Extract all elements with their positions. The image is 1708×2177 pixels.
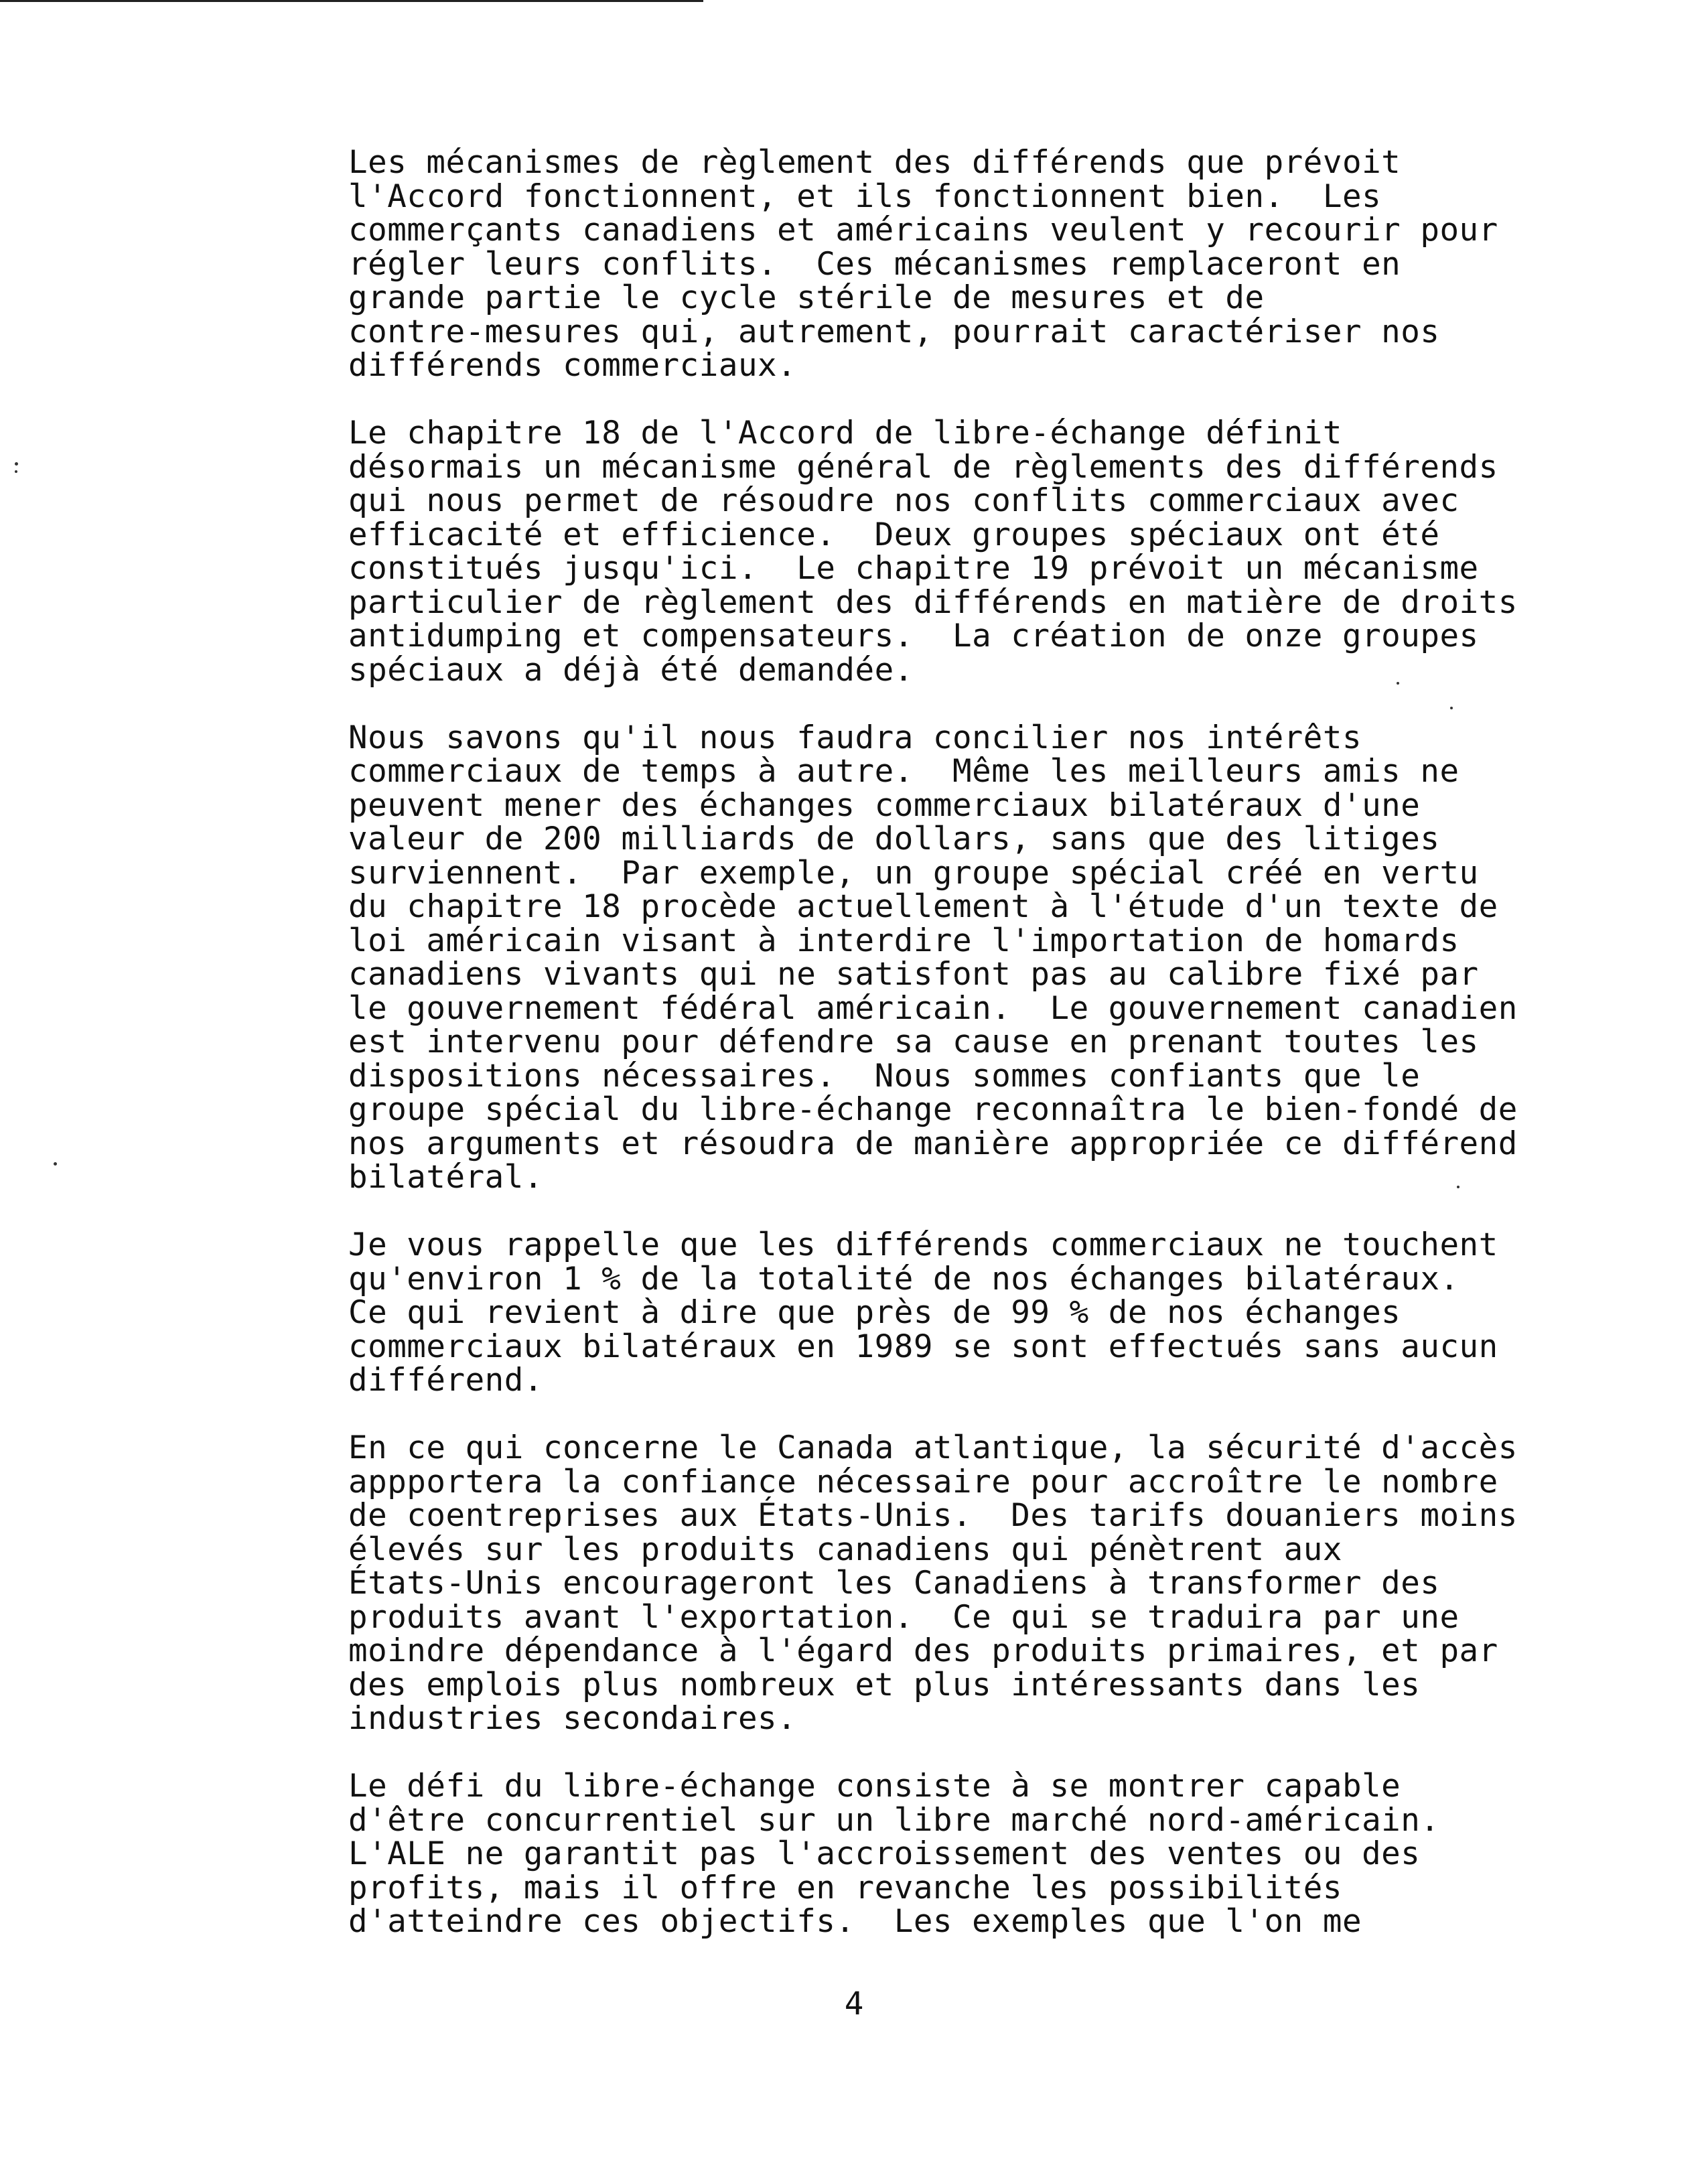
paragraph-trade-interests: Nous savons qu'il nous faudra concilier nos intérêts commerciaux de temps à autre. Même les meilleurs amis ne peuvent mener des échanges commerciaux bilatéraux d'une valeur de 200 milliards de dollars, sans que des litiges surviennent. Par exemple, un groupe spécial créé en vertu du chapitre 18 procède actuellement à l'étude d'un texte de loi américain visant à interdire l'importation de homards canadiens vivants qui ne satisfont pas au calibre fixé par le gouvernement fédéral américain. Le gouvernement canadien est intervenu pour défendre sa cause en prenant toutes les dispositions nécessaires. Nous sommes confiants que le groupe spécial du libre-échange reconnaîtra le bien-fondé de nos arguments et résoudra de manière appropriée ce différend bilatéral.: [348, 719, 1518, 1196]
body-text: [348, 146, 1621, 1973]
scan-speck: [15, 462, 18, 466]
paragraph-free-trade-challenge: Le défi du libre-échange consiste à se montrer capable d'être concurrentiel sur un libre marché nord-américain. L'ALE ne garantit pas l'accroissement des ventes ou des profits, mais il offre en revanche les possibilités d'atteindre ces objectifs. Les exemples que l'on me: [348, 1768, 1440, 1940]
page-number: 4: [844, 1985, 864, 2022]
paragraph-dispute-mechanisms: Les mécanismes de règlement des différends que prévoit l'Accord fonctionnent, et ils fonctionnent bien. Les commerçants canadiens et américains veulent y recourir pour régler leurs conflits. Ces mécanismes remplaceront en grande partie le cycle stérile de mesures et de contre-mesures qui, autrement, pourrait caractériser nos différends commerciaux.: [348, 144, 1498, 384]
paragraph-chapter-18-19: Le chapitre 18 de l'Accord de libre-échange définit désormais un mécanisme général de règlements des différends qui nous permet de résoudre nos conflits commerciaux avec efficacité et efficience. Deux groupes spéciaux ont été constitués jusqu'ici. Le chapitre 19 prévoit un mécanisme particulier de règlement des différends en matière de droits antidumping et compensateurs. La création de onze groupes spéciaux a déjà été demandée.: [348, 415, 1518, 689]
top-edge-rule: [0, 0, 703, 2]
scan-speck: [15, 470, 17, 473]
paragraph-atlantic-canada: En ce qui concerne le Canada atlantique, la sécurité d'accès appportera la confiance nécessaire pour accroître le nombre de coentreprises aux États-Unis. Des tarifs douaniers moins élevés sur les produits canadiens qui pénètrent aux États-Unis encourageront les Canadiens à transformer des produits avant l'exportation. Ce qui se traduira par une moindre dépendance à l'égard des produits primaires, et par des emplois plus nombreux et plus intéressants dans les industries secondaires.: [348, 1429, 1518, 1737]
scan-speck: [54, 1162, 57, 1166]
paragraph-dispute-share: Je vous rappelle que les différends commerciaux ne touchent qu'environ 1 % de la totalité de nos échanges bilatéraux. Ce qui revient à dire que près de 99 % de nos échanges commerciaux bilatéraux en 1989 se sont effectués sans aucun différend.: [348, 1226, 1498, 1399]
